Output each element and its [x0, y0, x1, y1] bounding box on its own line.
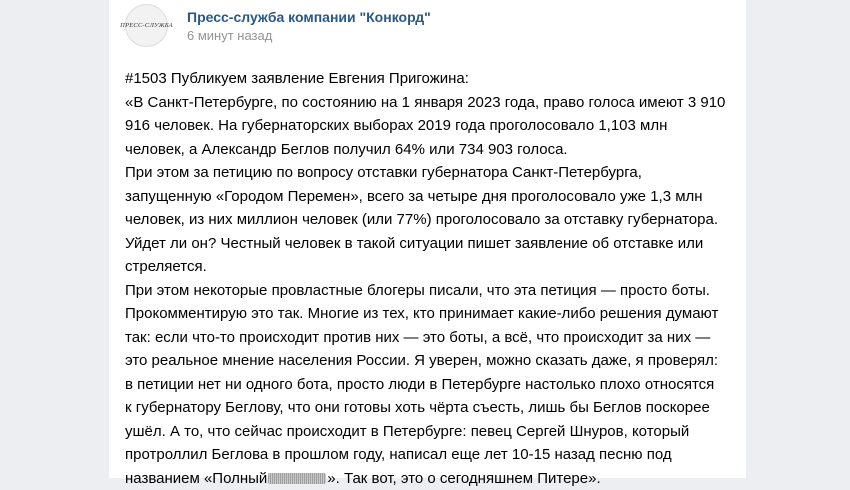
post-line: ушёл. А то, что сейчас происходит в Петербурге: певец Сергей Шнуров, который — [125, 420, 737, 444]
post-line: При этом за петицию по вопросу отставки губернатора Санкт-Петербурга, — [125, 161, 737, 185]
post-card — [109, 0, 746, 478]
avatar-label: ПРЕСС-СЛУЖБА — [120, 22, 173, 29]
post-line: в петиции нет ни одного бота, просто люди в Петербурге настолько плохо относятся — [125, 373, 737, 397]
post-line: стреляется. — [125, 255, 737, 279]
post-line: так: если что-то происходит против них — это боты, а всё, что происходит за них — — [125, 326, 737, 350]
post-header — [121, 4, 721, 44]
post-line: Уйдет ли он? Честный человек в такой ситуации пишет заявление об отставке или — [125, 232, 737, 256]
post-line: к губернатору Беглову, что они готовы хоть чёрта съесть, лишь бы Беглов поскорее — [125, 396, 737, 420]
post-line: «В Санкт-Петербурге, по состоянию на 1 января 2023 года, право голоса имеют 3 910 — [125, 91, 737, 115]
post-line-end: ». Так вот, это о сегодняшнем Питере». — [327, 470, 600, 487]
author-name-link[interactable]: Пресс-служба компании "Конкорд" — [187, 9, 431, 25]
post-line-last — [125, 467, 737, 490]
post-line: При этом некоторые провластные блогеры писали, что эта петиция — просто боты. — [125, 279, 737, 303]
post-text — [125, 67, 737, 490]
post-line: запущенную «Городом Перемен», всего за четыре дня проголосовало уже 1,3 млн — [125, 185, 737, 209]
post-line: человек, а Александр Беглов получил 64% или 734 903 голоса. — [125, 138, 737, 162]
avatar[interactable] — [125, 4, 168, 47]
post-line: это реальное мнение населения России. Я уверен, можно сказать даже, я проверял: — [125, 349, 737, 373]
post-line: Прокомментирую это так. Многие из тех, кто принимает какие-либо решения думают — [125, 302, 737, 326]
post-timestamp[interactable]: 6 минут назад — [187, 28, 272, 43]
post-line: 916 человек. На губернаторских выборах 2019 года проголосовало 1,103 млн — [125, 114, 737, 138]
post-line: человек, из них миллион человек (или 77%) проголосовало за отставку губернатора. — [125, 208, 737, 232]
post-line: #1503 Публикуем заявление Евгения Пригожина: — [125, 67, 737, 91]
post-line-start: названием «Полный — [125, 470, 267, 487]
censored-word-blur — [268, 473, 326, 484]
post-line: протроллил Беглова в прошлом году, написал еще лет 10-15 назад песню под — [125, 443, 737, 467]
